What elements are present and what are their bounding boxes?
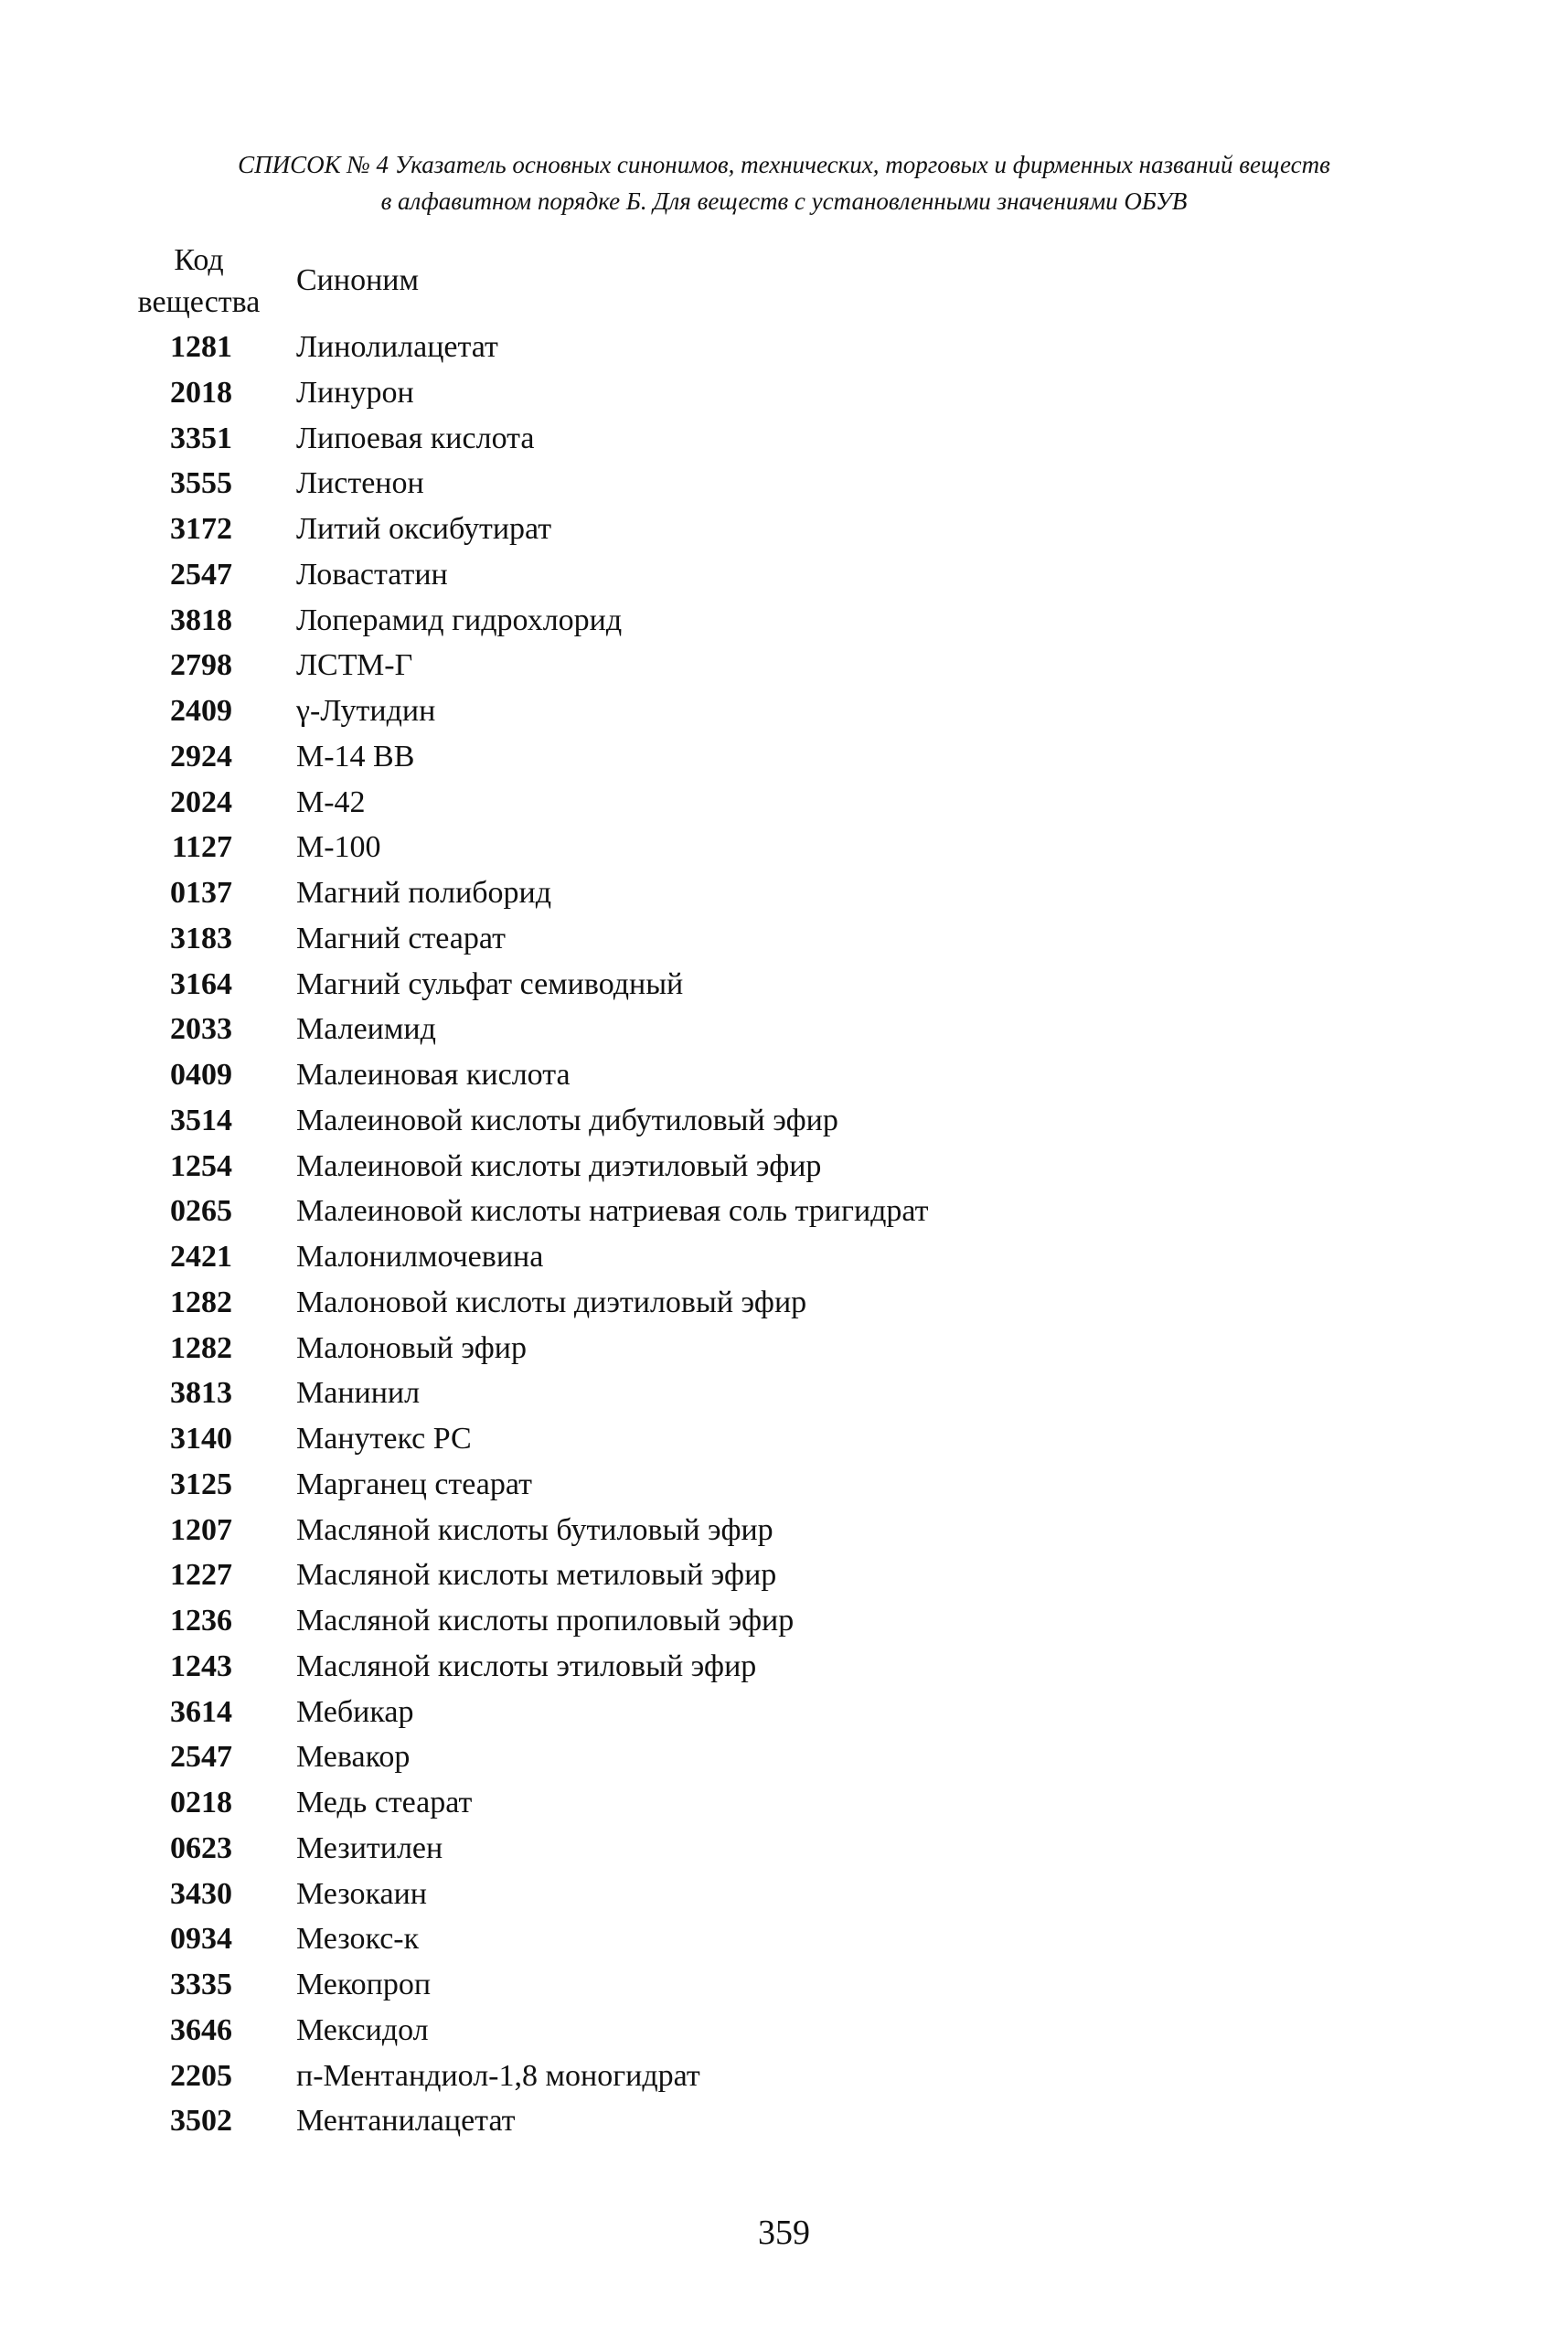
substance-code: 1243 (170, 1648, 232, 1683)
synonym-name: Магний сульфат семиводный (296, 966, 684, 1001)
synonym-name: п-Ментандиол-1,8 моногидрат (296, 2058, 700, 2093)
synonym-name: Масляной кислоты бутиловый эфир (296, 1512, 773, 1547)
table-row (0, 1189, 1568, 1234)
table-row (0, 1371, 1568, 1416)
table-row (0, 734, 1568, 780)
column-header-code-line-2: вещества (137, 285, 261, 319)
table-row (0, 1052, 1568, 1098)
table-row (0, 2098, 1568, 2144)
synonym-name: Масляной кислоты пропиловый эфир (296, 1604, 795, 1638)
substance-code: 2018 (170, 375, 232, 410)
table-row (0, 1916, 1568, 1962)
substance-code: 1207 (170, 1512, 232, 1547)
substance-code: 1282 (170, 1330, 232, 1365)
table-row (0, 416, 1568, 462)
synonym-name: Масляной кислоты этиловый эфир (296, 1648, 757, 1683)
synonym-table (0, 325, 1568, 2144)
substance-code: 1227 (170, 1558, 232, 1593)
synonym-name: Липоевая кислота (296, 421, 535, 455)
synonym-name: Мексидол (296, 2012, 429, 2047)
synonym-name: γ-Лутидин (296, 694, 436, 728)
substance-code: 3646 (170, 2012, 232, 2047)
table-row (0, 1780, 1568, 1826)
synonym-name: Мезокаин (296, 1876, 428, 1911)
substance-code: 3140 (170, 1422, 232, 1456)
column-header-code-line-1: Код (174, 243, 224, 277)
substance-code: 3514 (170, 1103, 232, 1137)
synonym-name: Малонилмочевина (296, 1240, 544, 1274)
synonym-name: Мебикар (296, 1694, 414, 1729)
page-number: 359 (758, 2214, 810, 2252)
synonym-name: Мезитилен (296, 1830, 443, 1865)
substance-code: 0409 (170, 1058, 232, 1092)
table-row (0, 962, 1568, 1008)
table-row (0, 2054, 1568, 2099)
synonym-name: Малеиновой кислоты диэтиловый эфир (296, 1148, 822, 1183)
table-row (0, 461, 1568, 507)
synonym-name: Линолилацетат (296, 330, 498, 364)
table-row (0, 825, 1568, 870)
table-row (0, 1734, 1568, 1780)
substance-code: 2024 (170, 784, 232, 819)
synonym-name: Малеиновой кислоты дибутиловый эфир (296, 1103, 838, 1137)
substance-code: 1236 (170, 1604, 232, 1638)
synonym-name: Масляной кислоты метиловый эфир (296, 1558, 777, 1593)
substance-code: 2547 (170, 557, 232, 592)
table-row (0, 552, 1568, 598)
table-row (0, 1462, 1568, 1508)
column-header-synonym: Синоним (296, 263, 419, 297)
substance-code: 0218 (170, 1786, 232, 1819)
table-row (0, 1007, 1568, 1052)
substance-code: 1282 (170, 1285, 232, 1319)
table-row (0, 688, 1568, 734)
synonym-name: Малеиновой кислоты натриевая соль тригидрат (296, 1194, 929, 1229)
synonym-name: Медь стеарат (296, 1786, 473, 1819)
substance-code: 1127 (171, 830, 232, 865)
table-row (0, 507, 1568, 552)
table-row (0, 370, 1568, 416)
substance-code: 3502 (170, 2104, 232, 2139)
table-row (0, 1644, 1568, 1690)
synonym-name: Малоновой кислоты диэтиловый эфир (296, 1285, 807, 1319)
table-row (0, 1098, 1568, 1144)
synonym-name: Малеиновая кислота (296, 1058, 571, 1092)
substance-code: 3818 (170, 603, 232, 637)
substance-code: 2205 (170, 2058, 232, 2093)
table-row (0, 1416, 1568, 1462)
substance-code: 3183 (170, 921, 232, 955)
table-row (0, 1280, 1568, 1326)
table-row (0, 598, 1568, 644)
substance-code: 3813 (170, 1376, 232, 1411)
synonym-name: Малоновый эфир (296, 1330, 527, 1365)
table-row (0, 1508, 1568, 1553)
substance-code: 2409 (170, 694, 232, 728)
substance-code: 3430 (170, 1876, 232, 1911)
substance-code: 3335 (170, 1968, 232, 2001)
substance-code: 0623 (170, 1830, 232, 1865)
substance-code: 1281 (170, 330, 232, 364)
synonym-name: Мезокс-к (296, 1922, 420, 1957)
synonym-name: Листенон (296, 466, 424, 501)
substance-code: 3164 (170, 966, 232, 1001)
table-row (0, 1962, 1568, 2008)
substance-code: 2421 (170, 1240, 232, 1274)
synonym-name: М-100 (296, 830, 381, 865)
table-row (0, 1872, 1568, 1917)
substance-code: 1254 (170, 1148, 232, 1183)
column-header-code (119, 240, 279, 324)
list-header (0, 146, 1568, 219)
table-row (0, 780, 1568, 826)
table-row (0, 916, 1568, 962)
synonym-name: М-14 ВВ (296, 739, 415, 774)
list-header-line-2: в алфавитном порядке Б. Для веществ с установленными значениями ОБУВ (380, 187, 1188, 215)
synonym-name: Лоперамид гидрохлорид (296, 603, 623, 637)
synonym-name: Ментанилацетат (296, 2104, 516, 2139)
substance-code: 0934 (170, 1922, 232, 1957)
synonym-name: Мевакор (296, 1740, 411, 1775)
substance-code: 2924 (170, 739, 232, 774)
substance-code: 3125 (170, 1467, 232, 1501)
table-row (0, 1598, 1568, 1644)
substance-code: 0137 (170, 876, 232, 910)
table-row (0, 1144, 1568, 1190)
substance-code: 3351 (170, 421, 232, 455)
synonym-name: Ловастатин (296, 557, 448, 592)
synonym-name: ЛСТМ-Г (296, 648, 413, 683)
list-header-line-1: СПИСОК № 4 Указатель основных синонимов, технических, торговых и фирменных названий веществ (238, 151, 1330, 178)
table-row (0, 1552, 1568, 1598)
synonym-name: Малеимид (296, 1012, 436, 1047)
substance-code: 0265 (170, 1194, 232, 1229)
table-row (0, 870, 1568, 916)
table-row (0, 1326, 1568, 1371)
table-row (0, 2008, 1568, 2054)
substance-code: 2033 (170, 1012, 232, 1047)
synonym-name: Манутекс РС (296, 1422, 472, 1456)
table-row (0, 1690, 1568, 1735)
table-row (0, 1826, 1568, 1872)
synonym-name: Магний полиборид (296, 876, 552, 910)
synonym-name: Манинил (296, 1376, 421, 1411)
substance-code: 2547 (170, 1740, 232, 1775)
substance-code: 2798 (170, 648, 232, 683)
synonym-name: Линурон (296, 375, 414, 410)
synonym-name: Магний стеарат (296, 921, 506, 955)
table-row (0, 1234, 1568, 1280)
substance-code: 3555 (170, 466, 232, 501)
table-row (0, 325, 1568, 370)
table-row (0, 643, 1568, 688)
synonym-name: Мекопроп (296, 1968, 432, 2001)
synonym-name: Литий оксибутират (296, 512, 552, 546)
substance-code: 3614 (170, 1694, 232, 1729)
synonym-name: Марганец стеарат (296, 1467, 532, 1501)
synonym-name: М-42 (296, 784, 366, 819)
substance-code: 3172 (170, 512, 232, 546)
